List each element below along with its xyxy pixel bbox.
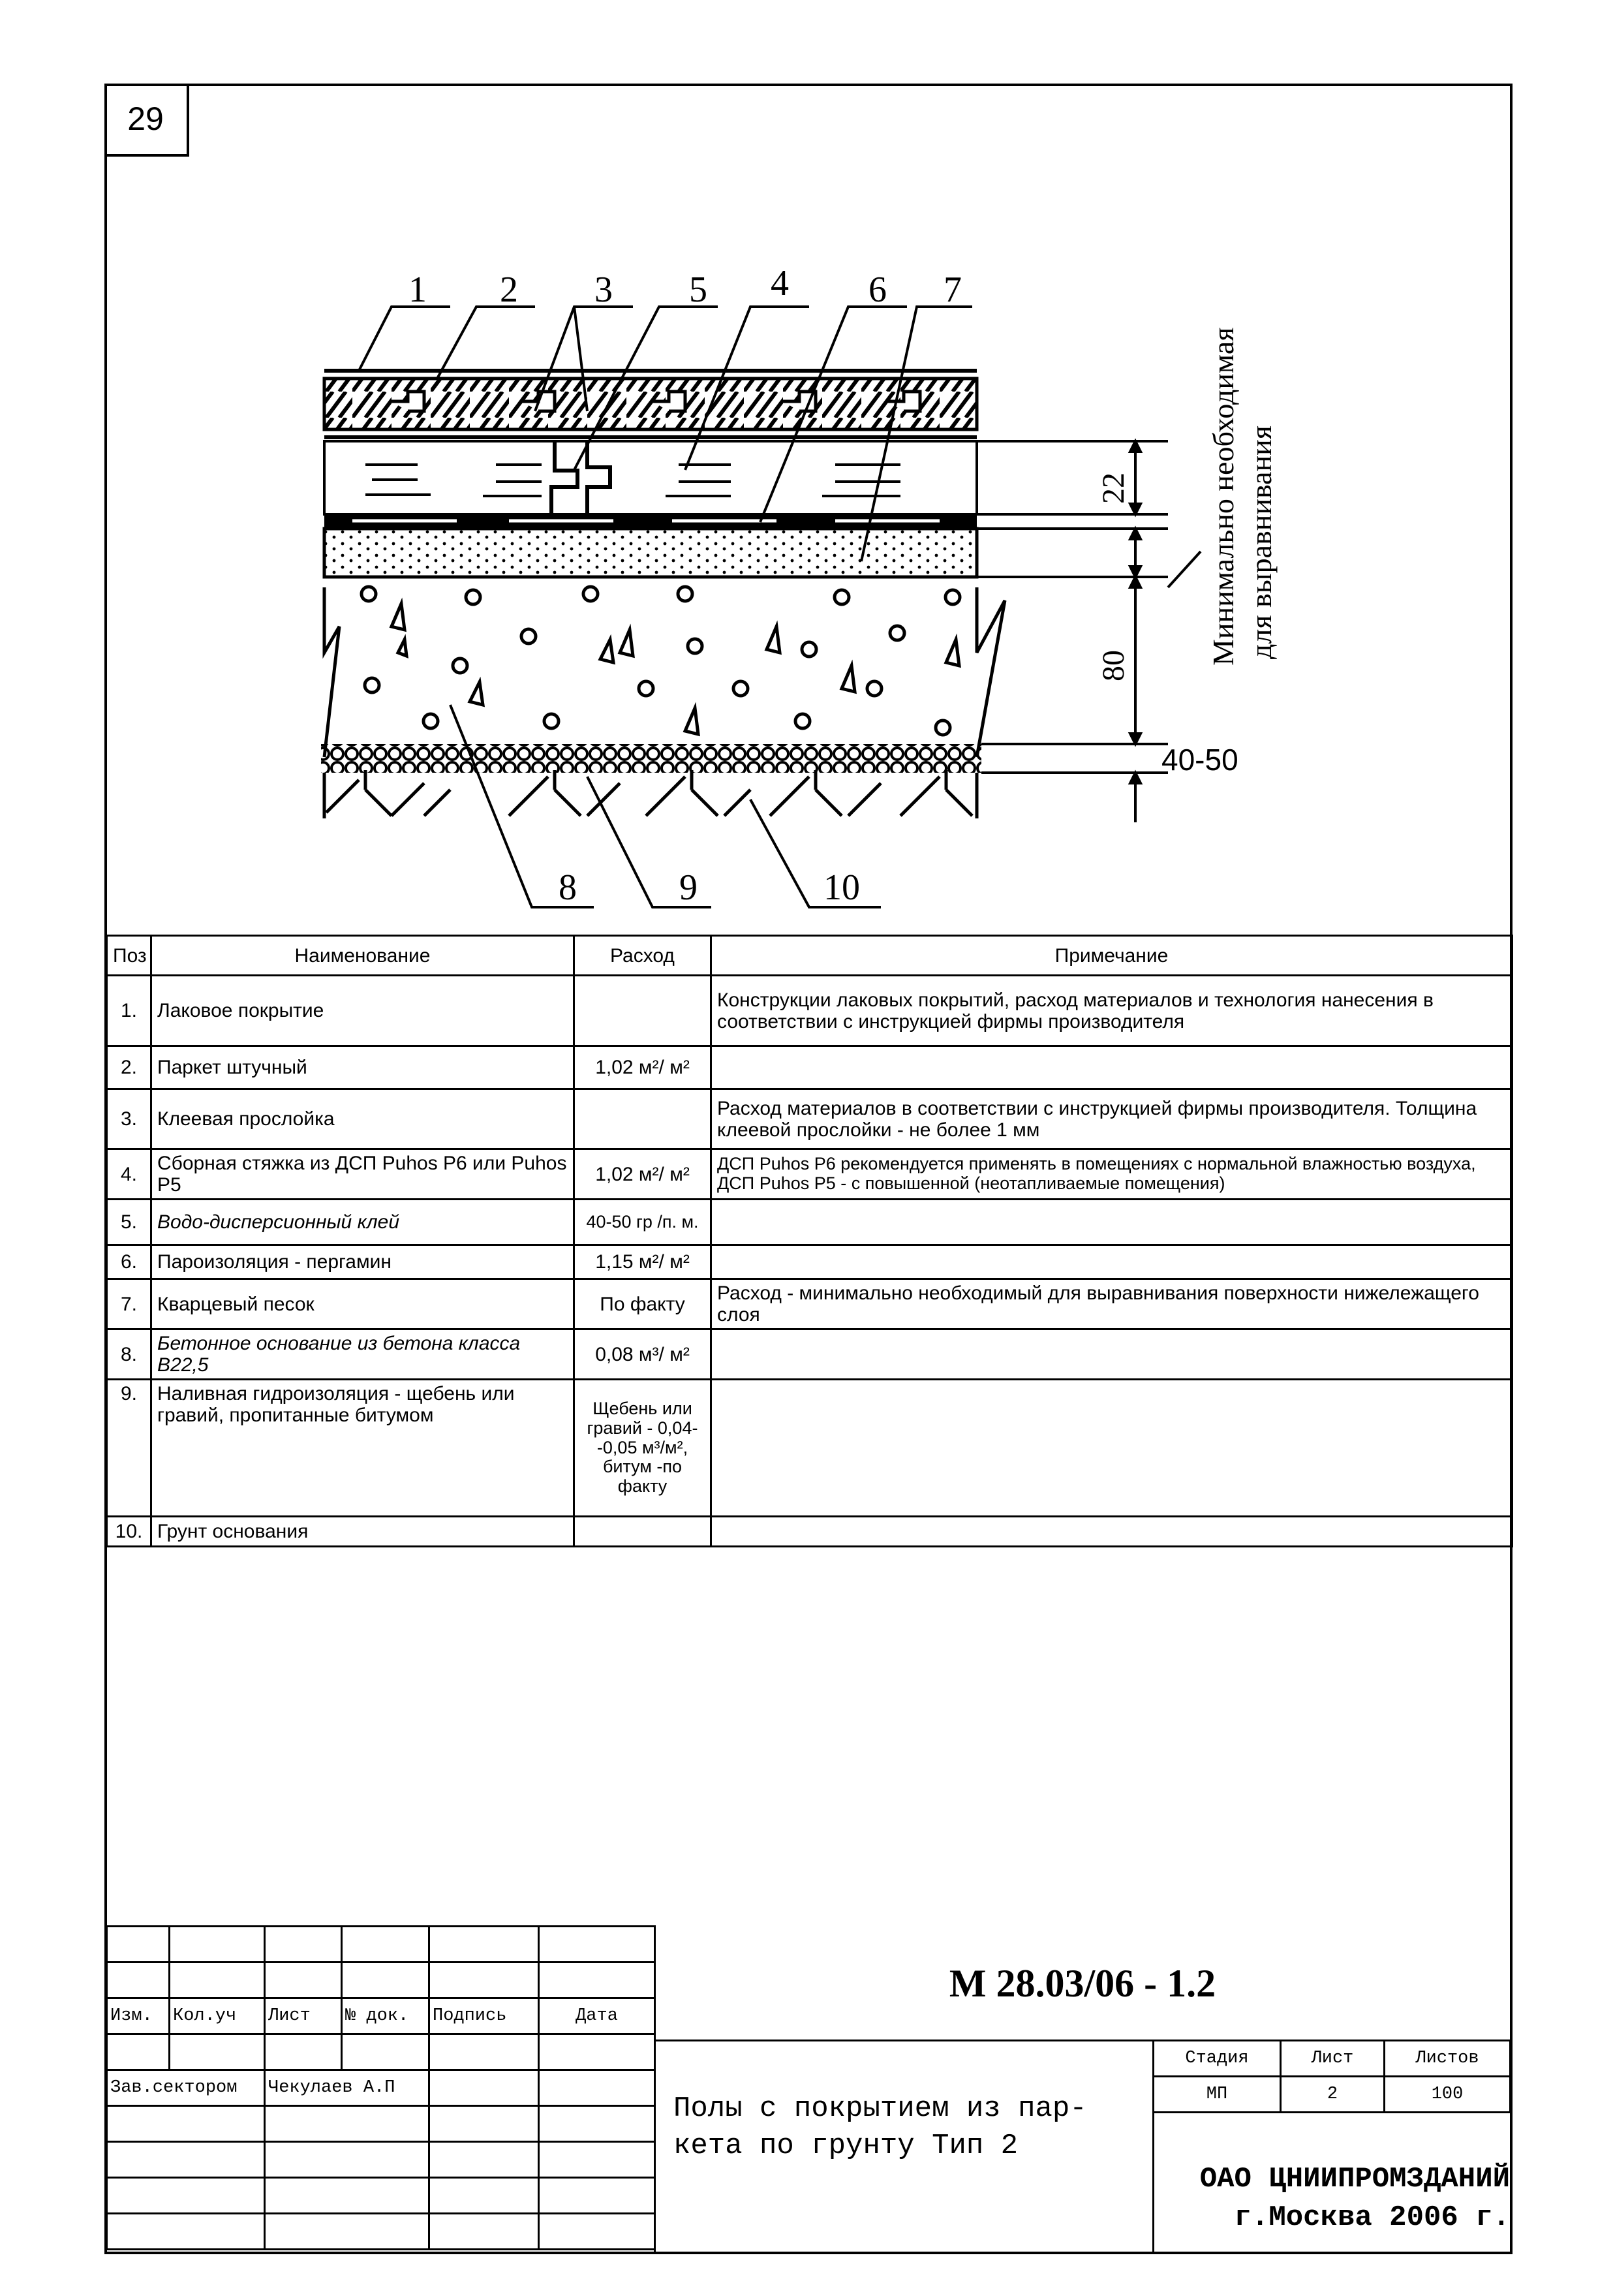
- row-rate: 1,15 м²/ м²: [574, 1245, 711, 1279]
- col-list: Лист: [265, 1998, 342, 2034]
- title-block: [106, 1925, 1511, 2253]
- row-name: Водо-дисперсионный клей: [151, 1200, 574, 1245]
- col-date: Дата: [539, 1998, 655, 2034]
- callout-1: 1: [408, 270, 427, 310]
- row-note: [711, 1329, 1513, 1380]
- row-pos: 5.: [107, 1200, 151, 1245]
- row-note: [711, 1380, 1513, 1517]
- row-name: Наливная гидроизоляция - щебень или гравий, пропитанные битумом: [151, 1380, 574, 1517]
- row-name: Бетонное основание из бетона класса В22,5: [151, 1329, 574, 1380]
- sheet-header: Лист: [1280, 2041, 1384, 2077]
- row-name: Пароизоляция - пергамин: [151, 1245, 574, 1279]
- sand-layer: [324, 529, 977, 577]
- organization-name: ОАО ЦНИИПРОМЗДАНИЙ: [1199, 2163, 1510, 2195]
- callout-6: 6: [868, 270, 887, 310]
- organization: [1158, 2160, 1510, 2238]
- drawing-title: [673, 2090, 1087, 2165]
- row-name: Грунт основания: [151, 1517, 574, 1547]
- row-note: [711, 1200, 1513, 1245]
- callout-7: 7: [944, 270, 962, 310]
- sheets-header: Листов: [1384, 2041, 1510, 2077]
- row-name: Паркет штучный: [151, 1046, 574, 1089]
- role-cell: Зав.сектором: [107, 2070, 265, 2106]
- table-row: [107, 1517, 1513, 1547]
- callout-4: 4: [771, 263, 789, 303]
- row-note: [711, 1046, 1513, 1089]
- callout-9: 9: [679, 867, 698, 908]
- callout-5: 5: [689, 270, 707, 310]
- row-note: ДСП Puhos P6 рекомендуется применять в помещениях с нормальной влажностью воздуха, ДСП Puhos P5 - с повышенной (неотапливаемые помещения): [711, 1149, 1513, 1200]
- side-note-line2: для выравнивания: [1244, 426, 1278, 659]
- callout-3: 3: [594, 270, 613, 310]
- header-rate: Расход: [574, 936, 711, 976]
- side-note-line1: Минимально необходимая: [1206, 327, 1240, 666]
- table-header-row: [107, 936, 1513, 976]
- callout-8: 8: [559, 867, 577, 908]
- drawing-title-line2: кета по грунту Тип 2: [673, 2130, 1019, 2163]
- table-row: [107, 976, 1513, 1046]
- row-rate: [574, 976, 711, 1046]
- table-row: [107, 1380, 1513, 1517]
- row-pos: 9.: [107, 1380, 151, 1517]
- row-name: Клеевая прослойка: [151, 1089, 574, 1149]
- document-number: М 28.03/06 - 1.2: [949, 1962, 1216, 2005]
- organization-city-year: г.Москва 2006 г.: [1234, 2201, 1510, 2235]
- row-rate: Щебень или гравий - 0,04--0,05 м³/м², битум -по факту: [574, 1380, 711, 1517]
- table-row: [107, 1200, 1513, 1245]
- row-pos: 8.: [107, 1329, 151, 1380]
- header-name: Наименование: [151, 936, 574, 976]
- page-number: 29: [104, 84, 189, 157]
- row-note: [711, 1245, 1513, 1279]
- row-pos: 3.: [107, 1089, 151, 1149]
- stage-header: Стадия: [1154, 2041, 1281, 2077]
- table-row: [107, 1329, 1513, 1380]
- callout-10: 10: [823, 867, 860, 908]
- col-signature: Подпись: [429, 1998, 539, 2034]
- dim-40-50: 40-50: [1161, 743, 1238, 777]
- dim-80: 80: [1096, 650, 1131, 681]
- dim-22: 22: [1096, 473, 1131, 504]
- row-note: Расход материалов в соответствии с инструкцией фирмы производителя. Толщина клеевой прослойки - не более 1 мм: [711, 1089, 1513, 1149]
- row-name: Кварцевый песок: [151, 1279, 574, 1329]
- stage-value: МП: [1154, 2077, 1281, 2113]
- signature-row: [107, 2070, 655, 2106]
- sheet-value: 2: [1280, 2077, 1384, 2113]
- row-name: Лаковое покрытие: [151, 976, 574, 1046]
- header-pos: Поз: [107, 936, 151, 976]
- row-note: Конструкции лаковых покрытий, расход материалов и технология нанесения в соответствии с инструкцией фирмы производителя: [711, 976, 1513, 1046]
- sheets-value: 100: [1384, 2077, 1510, 2113]
- gravel-layer: [321, 744, 981, 773]
- table-row: [107, 1149, 1513, 1200]
- col-kol-uch: Кол.уч: [170, 1998, 265, 2034]
- row-rate: 0,08 м³/ м²: [574, 1329, 711, 1380]
- table-row: [107, 1279, 1513, 1329]
- revision-table: [106, 1925, 656, 2250]
- callout-2: 2: [500, 270, 518, 310]
- stage-table: [1152, 2040, 1511, 2113]
- row-rate: 1,02 м²/ м²: [574, 1046, 711, 1089]
- row-rate: [574, 1089, 711, 1149]
- floor-section-drawing: [0, 0, 1613, 933]
- row-rate: 40-50 гр /п. м.: [574, 1200, 711, 1245]
- specification-table: [106, 935, 1513, 1547]
- row-name: Сборная стяжка из ДСП Puhos P6 или Puhos P5: [151, 1149, 574, 1200]
- revision-header-row: [107, 1998, 655, 2034]
- header-note: Примечание: [711, 936, 1513, 976]
- person-cell: Чекулаев А.П: [265, 2070, 429, 2106]
- row-rate: [574, 1517, 711, 1547]
- row-pos: 2.: [107, 1046, 151, 1089]
- row-pos: 6.: [107, 1245, 151, 1279]
- drawing-title-line1: Полы с покрытием из пар-: [673, 2092, 1087, 2125]
- row-rate: 1,02 м²/ м²: [574, 1149, 711, 1200]
- row-pos: 4.: [107, 1149, 151, 1200]
- row-pos: 7.: [107, 1279, 151, 1329]
- row-note: [711, 1517, 1513, 1547]
- col-izm: Изм.: [107, 1998, 170, 2034]
- table-row: [107, 1245, 1513, 1279]
- col-doc: № док.: [342, 1998, 429, 2034]
- row-rate: По факту: [574, 1279, 711, 1329]
- row-note: Расход - минимально необходимый для выравнивания поверхности нижележащего слоя: [711, 1279, 1513, 1329]
- row-pos: 10.: [107, 1517, 151, 1547]
- table-row: [107, 1046, 1513, 1089]
- table-row: [107, 1089, 1513, 1149]
- row-pos: 1.: [107, 976, 151, 1046]
